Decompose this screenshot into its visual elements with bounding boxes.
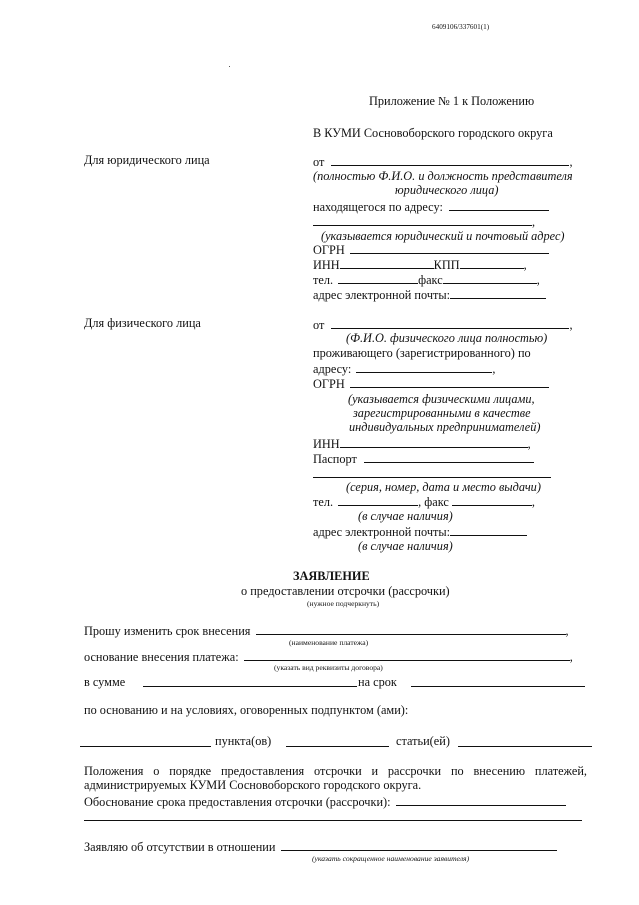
legal-fax-label: факс xyxy=(418,273,443,287)
person-address-label: адресу: xyxy=(313,362,352,376)
payment-name-hint: (наименование платежа) xyxy=(289,638,369,647)
person-email-row xyxy=(313,524,527,539)
person-ogrn-hint-3: индивидуальных предпринимателей) xyxy=(349,420,541,434)
addressee-line: В КУМИ Сосновоборского городского округа xyxy=(313,126,553,140)
declare-row xyxy=(84,839,557,854)
change-term-comma: , xyxy=(565,624,569,638)
justification-row xyxy=(84,794,566,809)
person-passport-field-2[interactable] xyxy=(313,477,551,478)
person-passport-hint: (серия, номер, дата и место выдачи) xyxy=(346,480,541,494)
legal-name-field[interactable] xyxy=(331,154,569,166)
article-label: статьи(ей) xyxy=(396,734,450,748)
payment-name-field[interactable] xyxy=(256,623,566,635)
person-passport-field[interactable] xyxy=(364,451,534,463)
person-address-row xyxy=(313,361,495,376)
legal-email-row xyxy=(313,287,546,302)
justification-field[interactable] xyxy=(396,794,566,806)
person-email-hint: (в случае наличия) xyxy=(358,539,453,553)
legal-entity-label: Для юридического лица xyxy=(84,153,210,167)
point-label: пункта(ов) xyxy=(215,734,272,748)
amount-field[interactable] xyxy=(143,686,357,687)
person-reg-label: проживающего (зарегистрированного) по xyxy=(313,346,531,360)
person-from-comma: , xyxy=(569,318,573,332)
term-label: на срок xyxy=(358,675,397,689)
person-passport-label: Паспорт xyxy=(313,452,357,466)
basis-field[interactable] xyxy=(244,649,570,661)
person-tel-label: тел. xyxy=(313,495,334,509)
document-title: ЗАЯВЛЕНИЕ xyxy=(293,569,370,583)
amount-label: в сумме xyxy=(84,675,126,689)
person-tel-hint: (в случае наличия) xyxy=(358,509,453,523)
legal-inn-kpp-comma: , xyxy=(523,258,527,272)
legal-address-row xyxy=(313,199,549,214)
change-term-row xyxy=(84,623,569,638)
legal-address-hint: (указывается юридический и почтовый адрес) xyxy=(321,229,565,243)
person-inn-field[interactable] xyxy=(340,436,528,448)
term-field[interactable] xyxy=(411,686,585,687)
legal-from-prefix: от xyxy=(313,155,325,169)
legal-tel-label: тел. xyxy=(313,273,334,287)
person-address-comma: , xyxy=(492,362,496,376)
person-passport-row xyxy=(313,451,534,466)
legal-ogrn-label: ОГРН xyxy=(313,243,345,257)
person-fax-label: , факс xyxy=(418,495,449,509)
justification-label: Обоснование срока предоставления отсрочки (рассрочки): xyxy=(84,795,391,809)
scan-speck xyxy=(229,66,230,67)
basis-label: основание внесения платежа: xyxy=(84,650,239,664)
legal-address-row-2 xyxy=(313,214,535,229)
legal-kpp-label: КПП xyxy=(433,258,460,272)
person-ogrn-hint-1: (указывается физическими лицами, xyxy=(348,392,535,406)
subpoint-field[interactable] xyxy=(80,746,211,747)
legal-name-hint-1: (полностью Ф.И.О. и должность представителя xyxy=(313,169,573,183)
person-from-row xyxy=(313,317,573,332)
person-ogrn-row xyxy=(313,376,549,391)
person-ogrn-field[interactable] xyxy=(350,376,549,388)
person-ogrn-label: ОГРН xyxy=(313,377,345,391)
declare-label: Заявляю об отсутствии в отношении xyxy=(84,840,276,854)
legal-address-field-1[interactable] xyxy=(449,199,549,211)
person-tel-fax-comma: , xyxy=(531,495,535,509)
legal-tel-fax-comma: , xyxy=(536,273,540,287)
person-inn-row xyxy=(313,436,531,451)
legal-from-row xyxy=(313,154,573,169)
legal-ogrn-field[interactable] xyxy=(350,242,549,254)
basis-hint: (указать вид реквизиты договора) xyxy=(274,663,383,672)
person-inn-comma: , xyxy=(527,437,531,451)
document-subtitle-note: (нужное подчеркнуть) xyxy=(307,599,380,608)
person-from-prefix: от xyxy=(313,318,325,332)
legal-inn-field[interactable] xyxy=(340,257,434,269)
legal-inn-label: ИНН xyxy=(313,258,340,272)
document-number: 6409106/337601(1) xyxy=(432,23,490,31)
legal-ogrn-row xyxy=(313,242,549,257)
document-subtitle: о предоставлении отсрочки (рассрочки) xyxy=(241,584,450,598)
basis-row xyxy=(84,649,573,664)
legal-from-comma: , xyxy=(569,155,573,169)
legal-inn-kpp-row xyxy=(313,257,527,272)
legal-address-field-2[interactable] xyxy=(313,214,532,226)
point-field[interactable] xyxy=(286,746,389,747)
applicant-short-name-field[interactable] xyxy=(281,839,557,851)
person-tel-fax-row xyxy=(313,494,535,509)
individual-label: Для физического лица xyxy=(84,316,201,330)
provision-line-1: Положения о порядке предоставления отсрочки и рассрочки по внесению платежей, xyxy=(84,764,587,778)
legal-tel-fax-row xyxy=(313,272,540,287)
legal-email-field[interactable] xyxy=(450,287,546,299)
person-address-field[interactable] xyxy=(356,361,492,373)
person-name-hint: (Ф.И.О. физического лица полностью) xyxy=(346,331,548,345)
person-fax-field[interactable] xyxy=(452,494,532,506)
person-email-field[interactable] xyxy=(450,524,527,536)
person-tel-field[interactable] xyxy=(338,494,418,506)
change-term-label: Прошу изменить срок внесения xyxy=(84,624,251,638)
legal-name-hint-2: юридического лица) xyxy=(395,183,499,197)
person-name-field[interactable] xyxy=(331,317,569,329)
legal-address-label: находящегося по адресу: xyxy=(313,200,443,214)
appendix-line: Приложение № 1 к Положению xyxy=(369,94,535,108)
article-field[interactable] xyxy=(458,746,592,747)
legal-fax-field[interactable] xyxy=(443,272,537,284)
legal-kpp-field[interactable] xyxy=(460,257,524,269)
person-inn-label: ИНН xyxy=(313,437,340,451)
person-email-label: адрес электронной почты: xyxy=(313,525,451,539)
declare-hint: (указать сокращенное наименование заявителя) xyxy=(312,854,470,863)
legal-email-label: адрес электронной почты: xyxy=(313,288,451,302)
provision-line-2: администрируемых КУМИ Сосновоборского городского округа. xyxy=(84,778,422,792)
conditions-text: по основанию и на условиях, оговоренных подпунктом (ами): xyxy=(84,703,409,717)
justification-field-2[interactable] xyxy=(84,820,582,821)
legal-tel-field[interactable] xyxy=(338,272,418,284)
legal-address-comma: , xyxy=(532,215,536,229)
person-ogrn-hint-2: зарегистрированными в качестве xyxy=(353,406,531,420)
basis-comma: , xyxy=(569,650,573,664)
